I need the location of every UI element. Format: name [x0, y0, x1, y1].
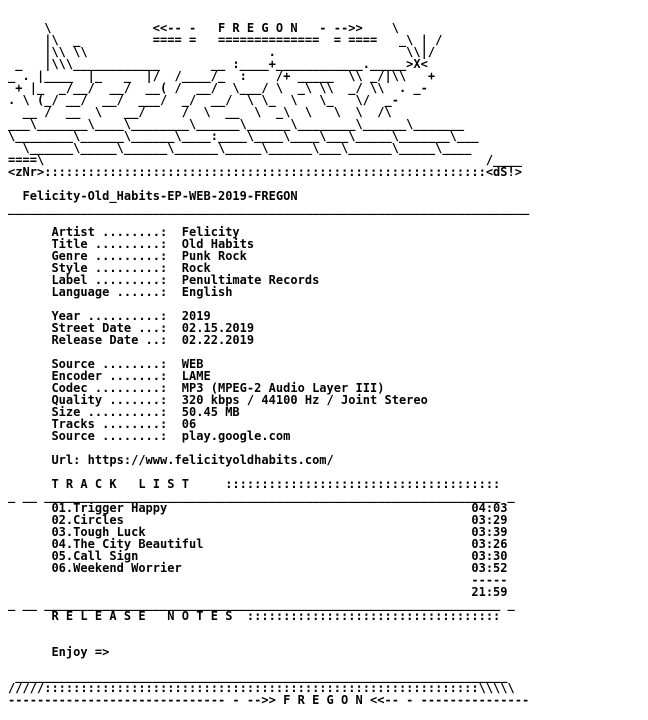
nfo-line: Label .........: Penultimate Records: [8, 273, 320, 287]
nfo-line: Codec .........: MP3 (MPEG-2 Audio Layer III): [8, 381, 385, 395]
nfo-line: Felicity-Old_Habits-EP-WEB-2019-FREGON: [8, 189, 298, 203]
nfo-line: |\ _ ==== = ============== = ==== _\ | /: [8, 33, 450, 47]
nfo-line: Encoder .......: LAME: [8, 369, 211, 383]
nfo-line: _ . |____ |_ _ |/ /____/_ : /+ _____ \\ _/|\\ +: [8, 69, 443, 83]
nfo-line: Style .........: Rock: [8, 261, 211, 275]
nfo-line: __ / __ \ __/ / \ __ \ _\ \ \ \ /\: [8, 105, 421, 119]
nfo-line: _ |\\\____________ __ :____+____________._____>X<: [8, 57, 450, 71]
nfo-line: 02.Circles 03:29: [8, 513, 508, 527]
nfo-line: Source ........: play.google.com: [8, 429, 291, 443]
nfo-line: ------------------------------ - -->> F R E G O N <<-- - ---------------: [8, 693, 530, 707]
nfo-line: Artist ........: Felicity: [8, 225, 240, 239]
nfo-line: |\\ \\ . \\|/: [8, 45, 450, 59]
nfo-line: Size ..........: 50.45 MB: [8, 405, 240, 419]
nfo-line: _ __ _______________________________________________________________ _: [8, 489, 515, 503]
nfo-line: Tracks ........: 06: [8, 417, 197, 431]
nfo-line: ____________________________________________________________________: [8, 669, 508, 683]
nfo-line: . \ (_/ __/ __/ ___/ _/ __/ \ \_ \ \_ \/ _-: [8, 93, 407, 107]
nfo-line: Source ........: WEB: [8, 357, 204, 371]
nfo-line: Genre .........: Punk Rock: [8, 249, 247, 263]
nfo-line: Url: https://www.felicityoldhabits.com/: [8, 453, 334, 467]
nfo-line: \________\______\______\____:____\____\____\___\_____\_______\___: [8, 129, 479, 143]
nfo-line: Street Date ...: 02.15.2019: [8, 321, 255, 335]
nfo-line: Release Date ..: 02.22.2019: [8, 333, 255, 347]
nfo-line: Language ......: English: [8, 285, 233, 299]
nfo-line: /////::::::::::::::::::::::::::::::::::::::::::::::::::::::::::::\\\\\: [8, 681, 515, 695]
nfo-line: Title .........: Old Habits: [8, 237, 255, 251]
nfo-line: R E L E A S E N O T E S :::::::::::::::::::::::::::::::::::: [8, 609, 501, 623]
nfo-line: 21:59: [8, 585, 508, 599]
nfo-document: [8, 22, 529, 706]
nfo-line: ====\ /____: [8, 153, 523, 167]
nfo-line: 03.Tough Luck 03:39: [8, 525, 508, 539]
nfo-line: \ <<-- - F R E G O N - -->> \: [8, 21, 407, 35]
nfo-line: [8, 622, 529, 634]
nfo-line: Year ..........: 2019: [8, 309, 211, 323]
nfo-line: _ __ _______________________________________________________________ _: [8, 597, 515, 611]
nfo-line: Enjoy =>: [8, 645, 110, 659]
nfo-line: 06.Weekend Worrier 03:52: [8, 561, 508, 575]
nfo-line: ________________________________________________________________________: [8, 201, 530, 215]
nfo-line: ___\_______\____\________\______\______\________\______\_______: [8, 117, 472, 131]
nfo-line: 01.Trigger Happy 04:03: [8, 501, 508, 515]
nfo-line: 04.The City Beautiful 03:26: [8, 537, 508, 551]
nfo-line: -----: [8, 573, 508, 587]
nfo-line: + |_ _/__/ __/ __( / __/ \___/ \ _\ \\ _/ \\ . _-: [8, 81, 436, 95]
nfo-line: <zNr>:::::::::::::::::::::::::::::::::::::::::::::::::::::::::::::<dS!>: [8, 165, 523, 179]
nfo-line: T R A C K L I S T ::::::::::::::::::::::::::::::::::::::: [8, 477, 501, 491]
nfo-line: 05.Call Sign 03:30: [8, 549, 508, 563]
nfo-line: \______\_____\______\______\_____\______\___\______\_____\____: [8, 141, 486, 155]
nfo-line: Quality .......: 320 kbps / 44100 Hz / Joint Stereo: [8, 393, 428, 407]
